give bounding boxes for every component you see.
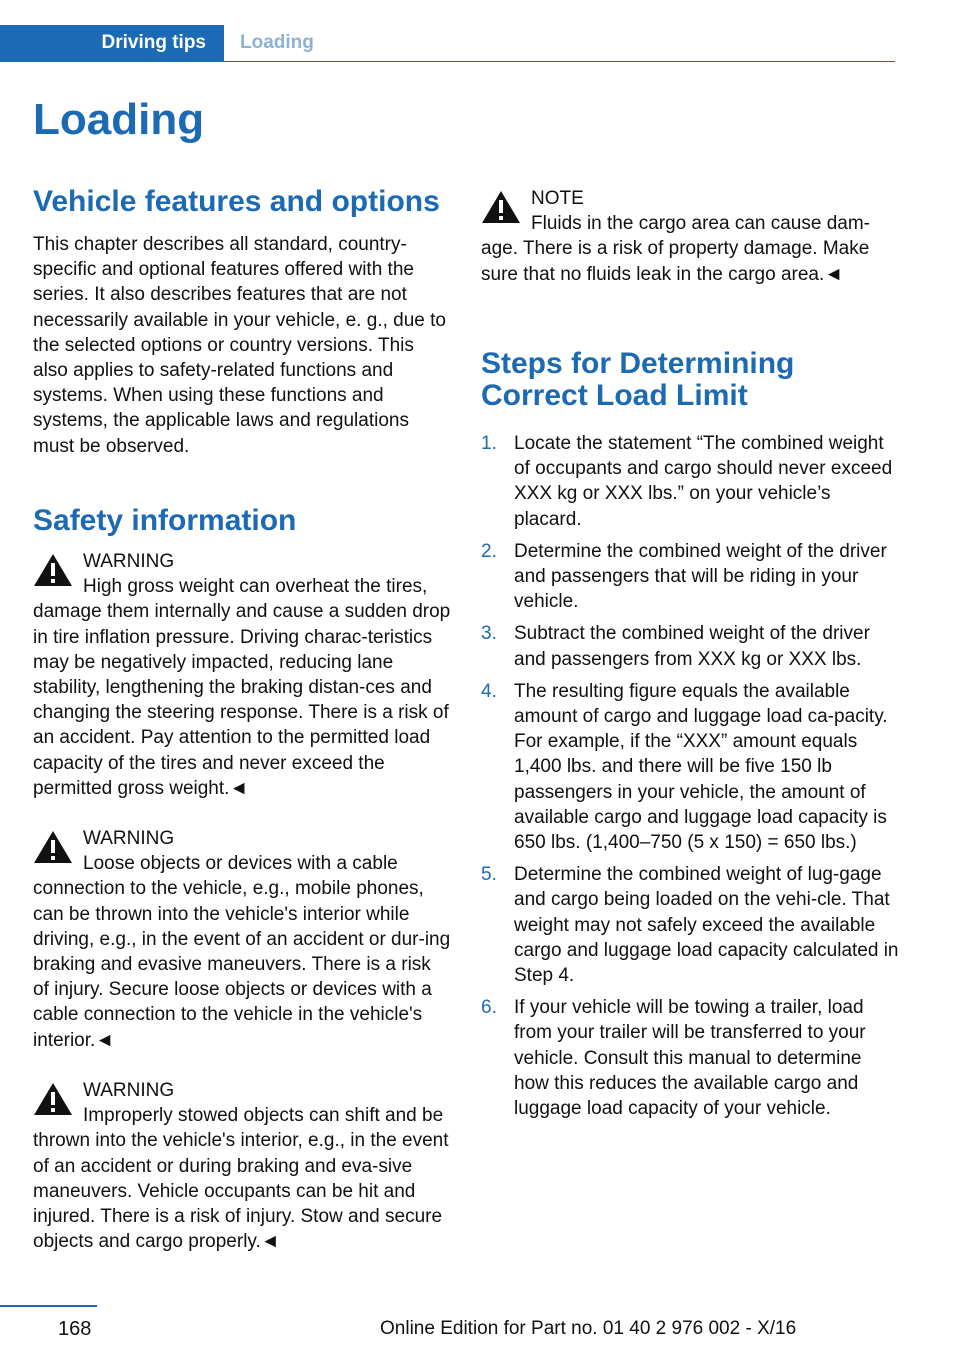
page-title: Loading xyxy=(33,95,205,144)
steps-heading-line2: Correct Load Limit xyxy=(481,379,748,412)
list-item xyxy=(481,621,899,671)
step-text: If your vehicle will be towing a trailer, load from your trailer will be transferred to your vehicle. Consult this manual to determine how this reduces the available cargo and luggage load capacity of your vehicle. xyxy=(514,997,866,1120)
steps-heading-line1: Steps for Determining xyxy=(481,347,795,380)
edition-text: Online Edition for Part no. 01 40 2 976 002 - X/16 xyxy=(380,1318,797,1339)
warning-triangle-icon xyxy=(481,190,521,224)
safety-heading: Safety information xyxy=(33,504,297,537)
step-number: 1. xyxy=(481,433,497,454)
step-text: Determine the combined weight of lug-gage and cargo being loaded on the vehi-cle. That weight may not safely exceed the available cargo and luggage load capacity calculated in Step 4. xyxy=(514,864,899,987)
note-block xyxy=(481,186,899,287)
tab-loading[interactable]: Loading xyxy=(240,32,314,53)
steps-list xyxy=(481,431,899,1128)
list-item xyxy=(481,995,899,1121)
list-item xyxy=(481,862,899,988)
footer-rule xyxy=(0,1305,97,1307)
page-number: 168 xyxy=(58,1318,92,1340)
step-number: 5. xyxy=(481,864,497,886)
note-label: NOTE xyxy=(531,188,584,209)
tab-driving-tips[interactable]: Driving tips xyxy=(0,25,224,61)
step-number: 3. xyxy=(481,623,497,645)
step-number: 6. xyxy=(481,997,497,1019)
features-heading: Vehicle features and options xyxy=(33,185,440,218)
warning-label: WARNING xyxy=(83,828,175,849)
features-text: This chapter describes all standard, country-specific and optional features offered with the series. It also describes features that are not necessarily available in your vehicle, e. g., due to the selected options or country versions. This also applies to safety-related functions and systems. When using these functions and systems, the applicable laws and regulations must be observed. xyxy=(33,234,446,457)
warning-triangle-icon xyxy=(33,553,73,587)
step-text: Locate the statement “The combined weight of occupants and cargo should never exceed XXX kg or XXX lbs.” on your vehicle’s placard. xyxy=(514,433,893,530)
warning-block-1 xyxy=(33,549,451,801)
warning-text: High gross weight can overheat the tires, damage them internally and cause a sudden drop in tire inflation pressure. Driving charac-teristics may be negatively impacted, reducing lane stability, lengthening the braking distan-ces and changing the steering response. There is a risk of an accident. Pay attention to the permitted load capacity of the tires and never exceed the permitted gross weight.◄ xyxy=(33,576,451,799)
warning-block-3 xyxy=(33,1078,451,1254)
step-text: Determine the combined weight of the driver and passengers that will be riding in your vehicle. xyxy=(514,540,887,613)
step-text: The resulting figure equals the available amount of cargo and luggage load ca-pacity. For example, if the “XXX” amount equals 1,400 lbs. and there will be five 150 lb passengers in your vehicle, the amount of available cargo and luggage load capacity is 650 lbs. (1,400–750 (5 x 150) = 650 lbs.) xyxy=(514,680,888,854)
step-text: Subtract the combined weight of the driver and passengers from XXX kg or XXX lbs. xyxy=(514,623,870,670)
warning-label: WARNING xyxy=(83,1080,175,1101)
warning-block-2 xyxy=(33,826,451,1053)
note-text: Fluids in the cargo area can cause dam-age. There is a risk of property damage. Make sure that no fluids leak in the cargo area.◄ xyxy=(481,213,871,285)
list-item xyxy=(481,431,899,532)
warning-triangle-icon xyxy=(33,830,73,864)
step-number: 2. xyxy=(481,540,497,562)
warning-text: Loose objects or devices with a cable connection to the vehicle, e.g., mobile phones, can be thrown into the vehicle's interior while driving, e.g., in the event of an accident or dur-ing braking and evasive maneuvers. There is a risk of injury. Secure loose objects or devices with a cable connection to the vehicle in the vehicle's interior.◄ xyxy=(33,853,451,1051)
list-item xyxy=(481,679,899,855)
steps-heading xyxy=(481,348,794,412)
warning-text: Improperly stowed objects can shift and be thrown into the vehicle's interior, e.g., in the event of an accident or during braking and eva-sive maneuvers. Vehicle occupants can be hit and injured. There is a risk of injury. Stow and secure objects and cargo properly.◄ xyxy=(33,1105,449,1253)
header-bar xyxy=(0,25,895,62)
step-number: 4. xyxy=(481,680,497,702)
warning-triangle-icon xyxy=(33,1082,73,1116)
list-item xyxy=(481,539,899,615)
warning-label: WARNING xyxy=(83,551,175,572)
